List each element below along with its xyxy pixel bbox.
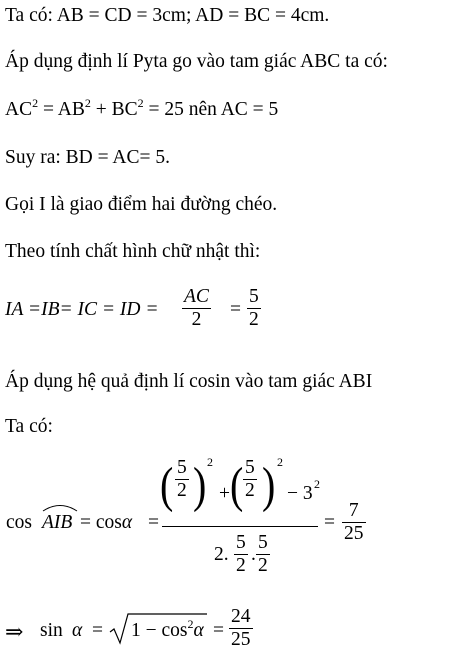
fraction-5-over-2 [243, 457, 257, 502]
fraction-denominator: 2 [236, 555, 246, 576]
alpha-symbol: α [72, 620, 83, 641]
left-paren: ( [160, 456, 174, 513]
result-text: = 25 nên AC = 5 [143, 99, 279, 120]
exponent: 2 [314, 477, 320, 491]
cos-label: cos [6, 512, 32, 533]
text-line-pythagoras-intro: Áp dụng định lí Pyta go vào tam giác ABC ta có: [5, 51, 388, 72]
ac-text: AC [5, 99, 33, 120]
exponent: 2 [32, 96, 39, 110]
equals-sign: = [148, 512, 159, 533]
equation-ia-ib-ic-id [5, 299, 159, 321]
eq1-left: IA =IB= IC = ID = [5, 299, 159, 320]
plus-sign: + [219, 483, 230, 504]
exponent: 2 [207, 455, 213, 469]
dot: . [251, 544, 256, 565]
exponent: 2 [277, 455, 283, 469]
fraction-denominator: 25 [231, 629, 251, 650]
fraction-numerator: 5 [236, 532, 246, 553]
fraction-numerator: AC [184, 286, 209, 307]
equals-cos: = cosα [80, 512, 133, 533]
equals-sign: = [324, 512, 335, 533]
fraction-7-over-25 [342, 500, 366, 545]
fraction-numerator: 5 [245, 457, 255, 478]
exponent: 2 [84, 96, 91, 110]
fraction-numerator: 24 [231, 606, 251, 627]
text-line-given-lengths: Ta có: AB = CD = 3cm; AD = BC = 4cm. [5, 5, 330, 26]
angle-hat-icon [42, 500, 78, 512]
text-line-ta-co: Ta có: [5, 416, 53, 437]
angle-aib: AIB [42, 512, 73, 533]
ab-text: = AB [38, 99, 85, 120]
main-fraction-bar [162, 526, 318, 527]
right-paren: ) [262, 456, 276, 513]
equals-sign: = [213, 620, 224, 641]
fraction-5-over-2 [247, 286, 261, 331]
bc-text: + BC [90, 99, 138, 120]
text-line-pythagoras-equation [5, 98, 278, 123]
text-line-cosine-corollary: Áp dụng hệ quả định lí cosin vào tam giác ABI [5, 371, 373, 392]
implies-arrow-icon: ⇒ [5, 619, 24, 644]
fraction-numerator: 5 [258, 532, 268, 553]
fraction-denominator: 25 [344, 523, 364, 544]
text-line-intersection: Gọi I là giao điểm hai đường chéo. [5, 194, 278, 215]
fraction-numerator: 5 [249, 286, 259, 307]
fraction-5-over-2 [256, 532, 270, 577]
right-paren: ) [193, 456, 207, 513]
fraction-numerator: 7 [348, 500, 359, 521]
fraction-24-over-25 [229, 606, 253, 651]
sin-label: sin [40, 620, 63, 641]
fraction-denominator: 2 [191, 309, 202, 330]
fraction-5-over-2 [175, 457, 189, 502]
text-line-rectangle-property: Theo tính chất hình chữ nhật thì: [5, 241, 261, 262]
exponent: 2 [137, 96, 144, 110]
fraction-ac-over-2 [182, 286, 211, 331]
minus-three: − 3 [287, 483, 313, 504]
fraction-denominator: 2 [249, 309, 259, 330]
equals-sign: = [92, 620, 103, 641]
fraction-denominator: 2 [177, 480, 187, 501]
radicand: $1 - \cos^2\alpha$ [131, 617, 204, 641]
fraction-denominator: 2 [258, 555, 268, 576]
text-line-bd-equals-ac: Suy ra: BD = AC= 5. [5, 147, 171, 168]
fraction-denominator: 2 [245, 480, 255, 501]
fraction-5-over-2 [234, 532, 248, 577]
equals-sign: = [230, 299, 241, 320]
denominator-two: 2. [214, 544, 229, 565]
fraction-numerator: 5 [177, 457, 187, 478]
left-paren: ( [230, 456, 244, 513]
